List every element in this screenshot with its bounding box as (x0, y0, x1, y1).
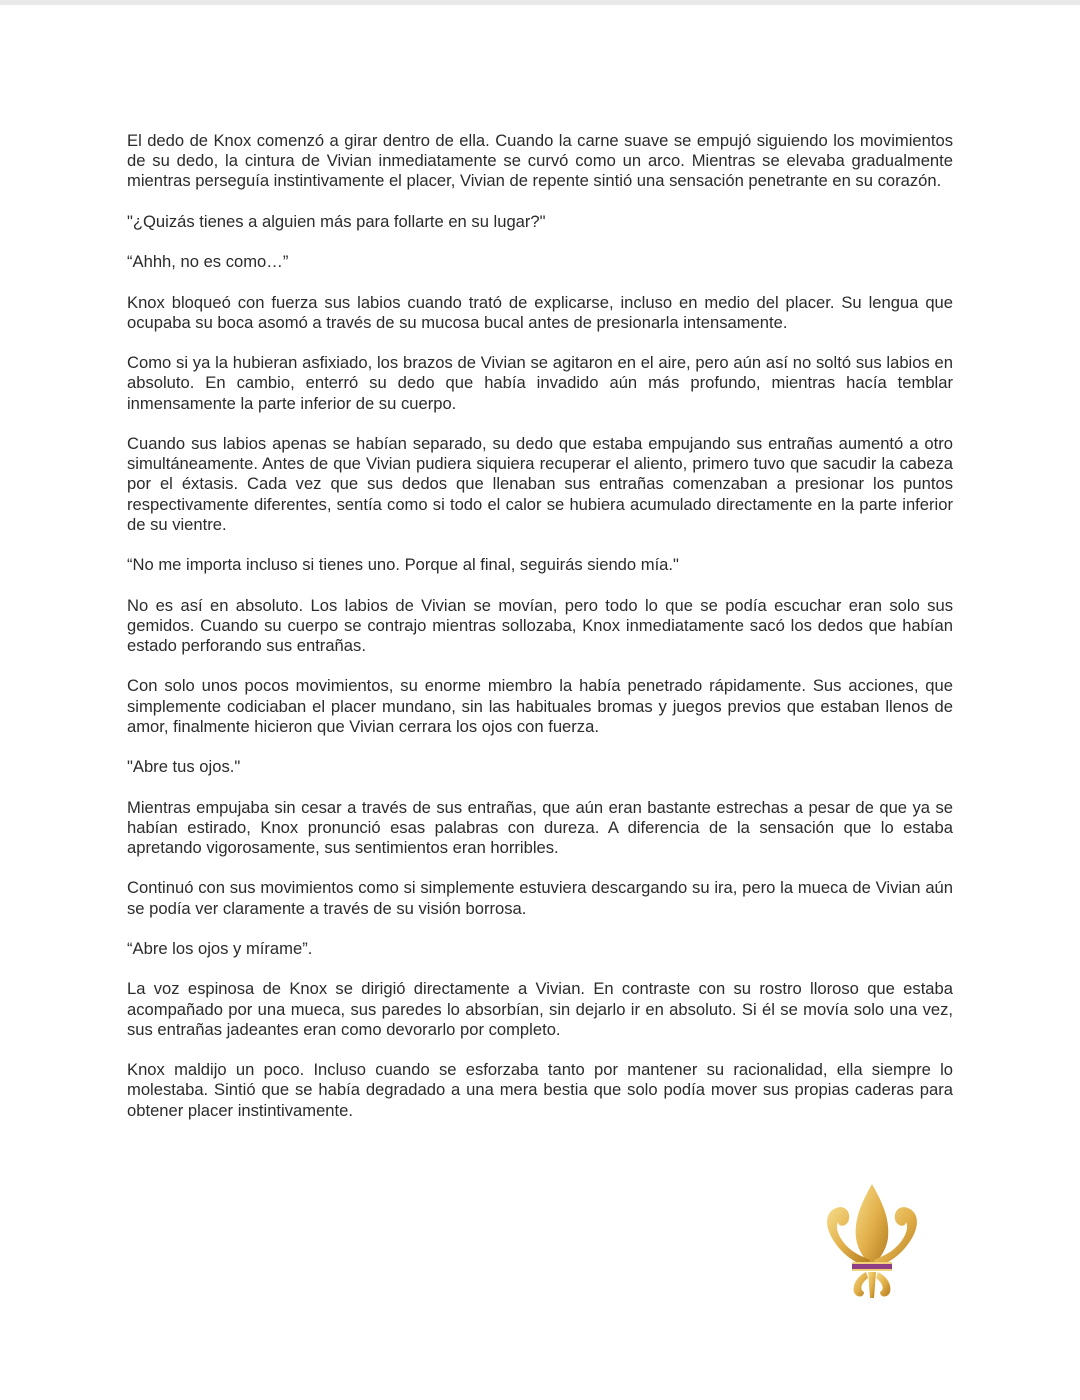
paragraph: Mientras empujaba sin cesar a través de sus entrañas, que aún eran bastante estrechas a pesar de que ya se habían estirado, Knox pronunció esas palabras con dureza. A diferencia de la sensación que lo estaba apretando vigorosamente, sus sentimientos eran horribles. (127, 797, 953, 857)
dialogue-line: “Abre los ojos y mírame”. (127, 938, 313, 958)
dialogue-line: "Abre tus ojos." (127, 757, 241, 777)
fleur-de-lis-icon (810, 1180, 940, 1330)
dialogue-line: “Ahhh, no es como…” (127, 252, 289, 272)
paragraph: Cuando sus labios apenas se habían separado, su dedo que estaba empujando sus entrañas aumentó a otro simultáneamente. Antes de que Vivian pudiera siquiera recuperar el aliento, primero tuvo que sacudir la cabeza por el éxtasis. Cada vez que sus dedos que llenaban sus entrañas comenzaban a presionar los puntos respectivamente diferentes, sentía como si todo el calor se hubiera acumulado directamente en la parte inferior de su vientre. (127, 433, 953, 534)
paragraph: Con solo unos pocos movimientos, su enorme miembro la había penetrado rápidamente. Sus acciones, que simplemente codiciaban el placer mundano, sin las habituales bromas y juegos previos que estaban llenos de amor, finalmente hicieron que Vivian cerrara los ojos con fuerza. (127, 676, 953, 736)
dialogue-line: "¿Quizás tienes a alguien más para follarte en su lugar?" (127, 211, 546, 231)
paragraph: No es así en absoluto. Los labios de Vivian se movían, pero todo lo que se podía escuchar eran solo sus gemidos. Cuando su cuerpo se contrajo mientras sollozaba, Knox inmediatamente sacó los dedos que habían estado perforando sus entrañas. (127, 595, 953, 655)
paragraph: Knox maldijo un poco. Incluso cuando se esforzaba tanto por mantener su racionalidad, ella siempre lo molestaba. Sintió que se había degradado a una mera bestia que solo podía mover sus propias caderas para obtener placer instintivamente. (127, 1060, 953, 1120)
paragraph: Knox bloqueó con fuerza sus labios cuando trató de explicarse, incluso en medio del placer. Su lengua que ocupaba su boca asomó a través de su mucosa bucal antes de presionarla intensamente. (127, 292, 953, 332)
watermark-logo (810, 1180, 940, 1330)
paragraph: La voz espinosa de Knox se dirigió directamente a Vivian. En contraste con su rostro lloroso que estaba acompañado por una mueca, sus paredes lo absorbían, sin dejarlo ir en absoluto. Si él se movía solo una vez, sus entrañas jadeantes eran como devorarlo por completo. (127, 979, 953, 1039)
paragraph: El dedo de Knox comenzó a girar dentro de ella. Cuando la carne suave se empujó siguiendo los movimientos de su dedo, la cintura de Vivian inmediatamente se curvó como un arco. Mientras se elevaba gradualmente mientras perseguía instintivamente el placer, Vivian de repente sintió una sensación penetrante en su corazón. (127, 131, 953, 191)
dialogue-line: “No me importa incluso si tienes uno. Porque al final, seguirás siendo mía." (127, 555, 679, 575)
paragraph: Como si ya la hubieran asfixiado, los brazos de Vivian se agitaron en el aire, pero aún así no soltó sus labios en absoluto. En cambio, enterró su dedo que había invadido aún más profundo, mientras hacía temblar inmensamente la parte inferior de su cuerpo. (127, 353, 953, 413)
top-edge-strip (0, 0, 1080, 5)
document-body (127, 131, 953, 1141)
paragraph: Continuó con sus movimientos como si simplemente estuviera descargando su ira, pero la mueca de Vivian aún se podía ver claramente a través de su visión borrosa. (127, 878, 953, 918)
